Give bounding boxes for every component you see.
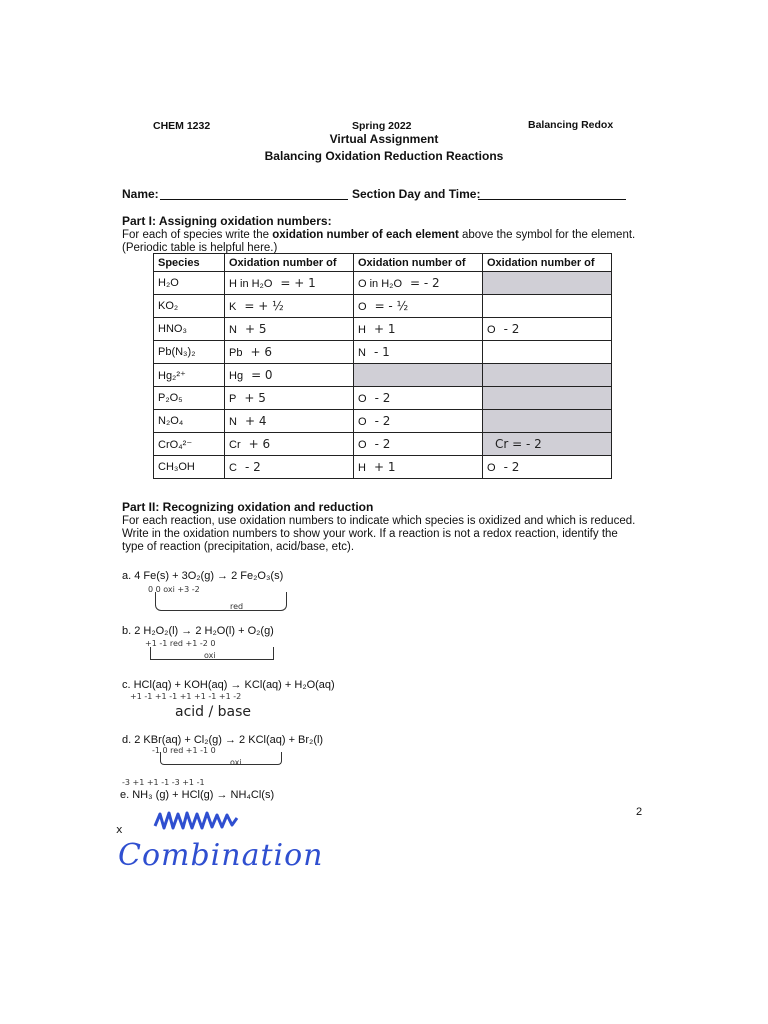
table-row [154, 364, 612, 387]
cell-label: O [358, 393, 367, 405]
cell-label: H [358, 462, 366, 474]
reaction-a: a. 4 Fe(s) + 3O₂(g) → 2 Fe₂O₃(s) [122, 570, 284, 582]
handwritten-value: + 1 [373, 460, 396, 474]
cell-label: N [229, 416, 237, 428]
handwritten-value: - 2 [503, 460, 520, 474]
part1-instructions: For each of species write the oxidation number of each element above the symbol for the element. [122, 229, 636, 241]
name-line [160, 199, 348, 200]
ox2-cell [354, 410, 483, 433]
ox3-cell [483, 364, 612, 387]
reaction-e-notes: -3 +1 +1 -1 -3 +1 -1 [122, 778, 205, 787]
table-row [154, 318, 612, 341]
handwritten-value: + 6 [250, 345, 272, 359]
ox2-cell [354, 272, 483, 295]
handwritten-value: = - ½ [374, 299, 409, 313]
species-cell [154, 456, 225, 479]
ox3-cell [483, 341, 612, 364]
handwritten-value: - 2 [374, 437, 391, 451]
species-cell [154, 387, 225, 410]
ox2-cell [354, 295, 483, 318]
reaction-e: e. NH₃ (g) + HCl(g) → NH₄Cl(s) [120, 789, 275, 801]
cell-label: Pb(N₃)₂ [158, 346, 196, 358]
table-row [154, 272, 612, 295]
cell-label: Pb [229, 347, 243, 359]
answer-combination: Combination [118, 838, 324, 873]
handwritten-value: = + ½ [244, 299, 284, 313]
section-label: Section Day and Time: [352, 187, 481, 201]
table-row [154, 433, 612, 456]
part2-line3: type of reaction (precipitation, acid/base, etc). [122, 541, 355, 553]
ox3-cell [483, 410, 612, 433]
cell-label: O [358, 416, 367, 428]
reaction-c-notes: +1 -1 +1 -1 +1 +1 -1 +1 -2 [130, 692, 242, 701]
handwritten-value: + 5 [244, 391, 266, 405]
cell-label: P [229, 393, 237, 405]
reaction-b-notes: +1 -1 red +1 -2 0 [145, 639, 216, 648]
cell-label: N₂O₄ [158, 415, 184, 427]
table-row [154, 341, 612, 364]
col-ox3: Oxidation number of [483, 254, 612, 272]
handwritten-value: = + 1 [280, 276, 316, 290]
ox2-cell [354, 433, 483, 456]
handwritten-value: - 2 [374, 414, 391, 428]
ox3-cell [483, 387, 612, 410]
cell-label: O [487, 462, 496, 474]
cell-label: O [358, 439, 367, 451]
handwritten-value: Cr = - 2 [495, 437, 542, 451]
col-ox2: Oxidation number of [354, 254, 483, 272]
cell-label: Hg₂²⁺ [158, 369, 186, 382]
cell-label: CrO₄²⁻ [158, 438, 193, 451]
ox2-cell [354, 341, 483, 364]
ox1-cell [225, 387, 354, 410]
cell-label: CH₃OH [158, 461, 195, 473]
reaction-d-bracket [160, 752, 282, 765]
cell-label: O [358, 301, 367, 313]
cell-label: P₂O₅ [158, 392, 183, 404]
scribble-path [155, 813, 237, 828]
species-cell [154, 295, 225, 318]
cell-label: Hg [229, 370, 244, 382]
ox1-cell [225, 341, 354, 364]
col-ox1: Oxidation number of [225, 254, 354, 272]
page-number: 2 [636, 806, 643, 818]
cell-label: KO₂ [158, 300, 179, 312]
cell-label: N [358, 347, 366, 359]
ox1-cell [225, 433, 354, 456]
handwritten-value: + 4 [244, 414, 267, 428]
cell-label: H₂O [158, 277, 179, 289]
reaction-d-notes: -1 0 red +1 -1 0 [152, 746, 216, 755]
handwritten-value: + 1 [373, 322, 396, 336]
cell-label: H in H₂O [229, 278, 273, 290]
handwritten-value: - 2 [244, 460, 261, 474]
part1-note: (Periodic table is helpful here.) [122, 242, 278, 254]
species-cell [154, 433, 225, 456]
table-row [154, 410, 612, 433]
ox1-cell [225, 318, 354, 341]
handwritten-value: - 2 [374, 391, 391, 405]
cell-label: H [358, 324, 366, 336]
reaction-c-type: acid / base [175, 704, 252, 720]
cell-label: HNO₃ [158, 323, 187, 335]
ox1-cell [225, 456, 354, 479]
oxidation-table [153, 253, 612, 479]
ox1-cell [225, 295, 354, 318]
reaction-d-oxi: oxi [230, 758, 242, 767]
ox1-cell [225, 364, 354, 387]
cell-label: C [229, 462, 237, 474]
term: Spring 2022 [352, 120, 412, 132]
reaction-a-notes: 0 0 oxi +3 -2 [148, 585, 200, 594]
cell-label: K [229, 301, 237, 313]
cell-label: O [487, 324, 496, 336]
handwritten-value: - 1 [373, 345, 390, 359]
handwritten-value: = 0 [251, 368, 273, 382]
ox3-cell [483, 295, 612, 318]
handwritten-value: - 2 [503, 322, 520, 336]
ox1-cell [225, 410, 354, 433]
reaction-c: c. HCl(aq) + KOH(aq) → KCl(aq) + H₂O(aq) [122, 679, 335, 691]
reaction-a-bracket [155, 592, 287, 611]
handwritten-value: = - 2 [410, 276, 440, 290]
ox1-cell [225, 272, 354, 295]
table-row [154, 387, 612, 410]
reaction-d: d. 2 KBr(aq) + Cl₂(g) → 2 KCl(aq) + Br₂(l) [122, 734, 324, 746]
ox3-cell [483, 272, 612, 295]
table-row [154, 295, 612, 318]
topic: Balancing Redox [528, 119, 614, 131]
reaction-b-oxi: oxi [204, 651, 216, 660]
course-code: CHEM 1232 [153, 120, 211, 132]
species-cell [154, 341, 225, 364]
title-main: Balancing Oxidation Reduction Reactions [264, 149, 504, 163]
species-cell [154, 364, 225, 387]
handwritten-value: + 5 [244, 322, 267, 336]
part2-line1: For each reaction, use oxidation numbers to indicate which species is oxidized and which is reduced. [122, 515, 636, 527]
ox2-cell [354, 318, 483, 341]
ox2-cell [354, 387, 483, 410]
reaction-b: b. 2 H₂O₂(l) → 2 H₂O(l) + O₂(g) [122, 625, 274, 637]
handwritten-value: + 6 [248, 437, 271, 451]
species-cell [154, 410, 225, 433]
col-species: Species [154, 254, 225, 272]
ox3-cell [483, 456, 612, 479]
cell-label: O in H₂O [358, 278, 402, 290]
name-label: Name: [122, 187, 159, 201]
reaction-a-red: red [230, 602, 244, 611]
part2-line2: Write in the oxidation numbers to show your work. If a reaction is not a redox reaction, identify the [122, 528, 618, 540]
table-row [154, 456, 612, 479]
part2-heading: Part II: Recognizing oxidation and reduction [122, 500, 374, 514]
title-virtual-assignment: Virtual Assignment [329, 132, 439, 146]
margin-mark: x [116, 823, 123, 836]
scribble-mark [150, 810, 245, 832]
part1-heading: Part I: Assigning oxidation numbers: [122, 214, 332, 228]
ox3-cell [483, 433, 612, 456]
species-cell [154, 272, 225, 295]
cell-label: Cr [229, 439, 241, 451]
ox2-cell [354, 456, 483, 479]
ox2-cell [354, 364, 483, 387]
cell-label: N [229, 324, 237, 336]
ox3-cell [483, 318, 612, 341]
section-line [478, 199, 626, 200]
species-cell [154, 318, 225, 341]
